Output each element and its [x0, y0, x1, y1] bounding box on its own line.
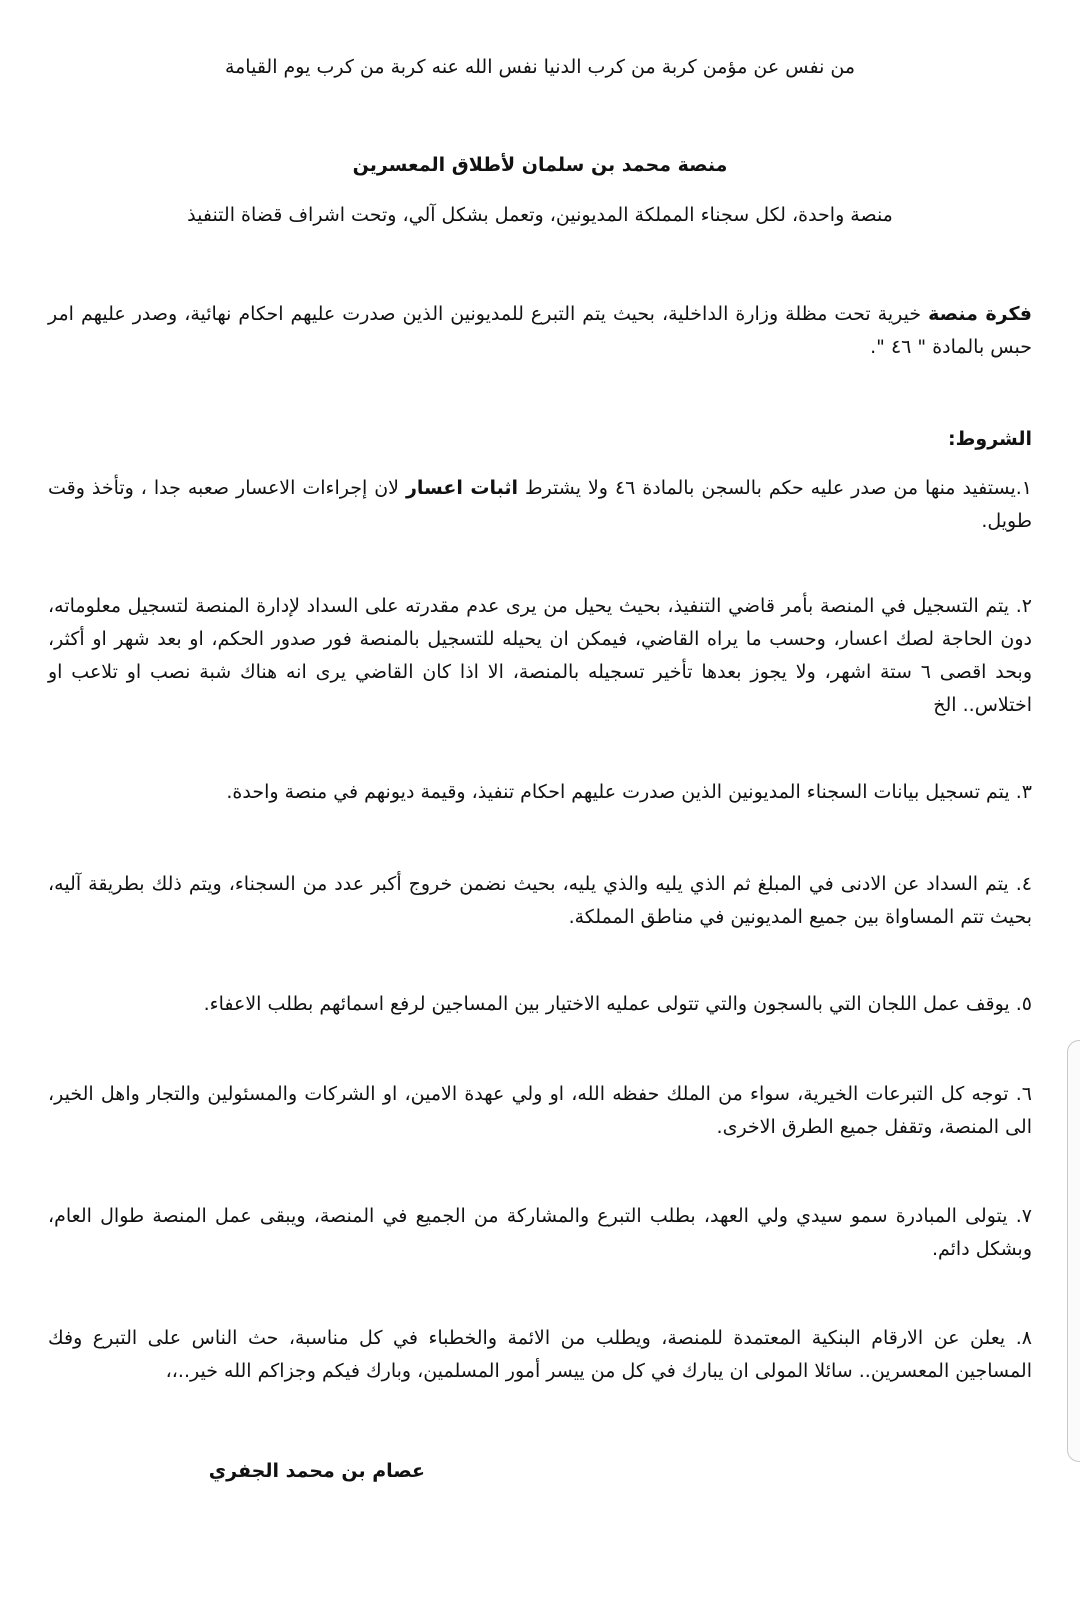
page-title: منصة محمد بن سلمان لأطلاق المعسرين — [352, 154, 728, 176]
condition-1-bold: اثبات اعسار — [405, 477, 519, 499]
condition-4: ٤. يتم السداد عن الادنى في المبلغ ثم الذي يليه والذي يليه، بحيث نضمن خروج أكبر عدد من السجناء، ويتم ذلك بطريقة آليه، بحيث تتم المساواة بين جميع المديونين في مناطق المملكة. — [48, 873, 1032, 928]
condition-6: ٦. توجه كل التبرعات الخيرية، سواء من الملك حفظه الله، او ولي عهدة الامين، او الشركات والمسئولين والتجار واهل الخير، الى المنصة، وتقفل جميع الطرق الاخرى. — [48, 1083, 1032, 1138]
idea-label: فكرة منصة — [928, 303, 1032, 325]
condition-1 — [48, 472, 1032, 538]
idea-text: خيرية تحت مظلة وزارة الداخلية، بحيث يتم التبرع للمديونين الذين صدرت عليهم احكام نهائية، وصدر عليهم امر حبس بالمادة " ٤٦ ". — [48, 303, 1032, 358]
condition-1-after: لان إجراءات الاعسار صعبه جدا ، وتأخذ وقت طويل. — [48, 477, 1032, 532]
conditions-heading: الشروط: — [948, 428, 1032, 450]
idea-paragraph — [48, 298, 1032, 364]
condition-1-before: ١.يستفيد منها من صدر عليه حكم بالسجن بالمادة ٤٦ ولا يشترط — [518, 477, 1032, 499]
scroll-handle[interactable] — [1067, 1040, 1080, 1462]
subtitle: منصة واحدة، لكل سجناء المملكة المديونين، وتعمل بشكل آلي، وتحت اشراف قضاة التنفيذ — [187, 204, 893, 226]
condition-3: ٣. يتم تسجيل بيانات السجناء المديونين الذين صدرت عليهم احكام تنفيذ، وقيمة ديونهم في منصة واحدة. — [226, 781, 1032, 803]
condition-2: ٢. يتم التسجيل في المنصة بأمر قاضي التنفيذ، بحيث يحيل من يرى عدم مقدرته على السداد لإدارة المنصة لتسجيل معلوماته، دون الحاجة لصك اعسار، وحسب ما يراه القاضي، فيمكن ان يحيله للتسجيل بالمنصة فور صدور الحكم، او بعد شهر او أكثر، وبحد اقصى ٦ ستة اشهر، ولا يجوز بعدها تأخير تسجيله بالمنصة، الا اذا كان القاضي يرى انه هناك شبة نصب او تلاعب او اختلاس.. الخ — [48, 595, 1032, 716]
signature: عصام بن محمد الجفري — [208, 1460, 425, 1482]
condition-8: ٨. يعلن عن الارقام البنكية المعتمدة للمنصة، ويطلب من الائمة والخطباء في كل مناسبة، حث الناس على التبرع وفك المساجين المعسرين.. سائلا المولى ان يبارك في كل من ييسر أمور المسلمين، وبارك فيكم وجزاكم الله خير..،، — [48, 1327, 1032, 1382]
header-quote: من نفس عن مؤمن كربة من كرب الدنيا نفس الله عنه كربة من كرب يوم القيامة — [224, 56, 856, 78]
condition-5: ٥. يوقف عمل اللجان التي بالسجون والتي تتولى عمليه الاختيار بين المساجين لرفع اسمائهم بطلب الاعفاء. — [203, 993, 1032, 1015]
condition-7: ٧. يتولى المبادرة سمو سيدي ولي العهد، بطلب التبرع والمشاركة من الجميع في المنصة، ويبقى عمل المنصة طوال العام، وبشكل دائم. — [48, 1205, 1032, 1260]
